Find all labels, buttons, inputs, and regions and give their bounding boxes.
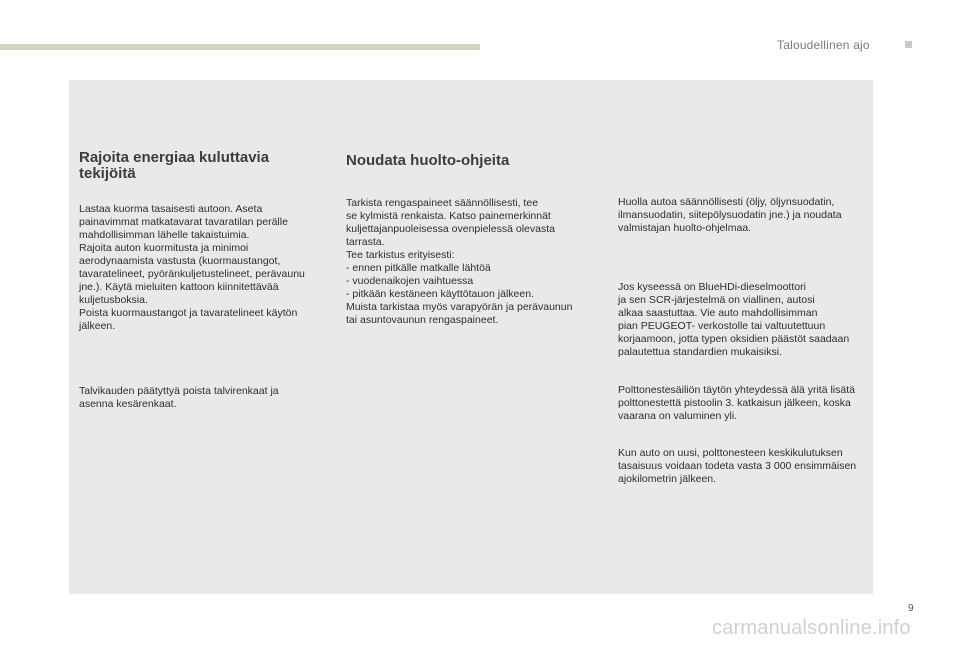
page-number: 9 bbox=[908, 603, 914, 614]
paragraph-fuel-filling: Polttonestesäiliön täytön yhteydessä älä yritä lisätä polttonestettä pistoolin 3. katkaisun jälkeen, koska vaarana on valuminen yli. bbox=[618, 384, 855, 422]
paragraph-service: Huolla autoa säännöllisesti (öljy, öljynsuodatin, ilmansuodatin, siitepölysuodatin jne.) ja noudata valmistajan huolto-ohjelmaa. bbox=[618, 196, 842, 234]
section-title: Taloudellinen ajo bbox=[777, 38, 870, 52]
column-left bbox=[79, 150, 319, 411]
paragraph-winter-tyres: Talvikauden päätyttyä poista talvirenkaat ja asenna kesärenkaat. bbox=[79, 385, 279, 410]
header-rule bbox=[0, 44, 480, 50]
paragraph-tyre-pressure: Tarkista rengaspaineet säännöllisesti, tee se kylmistä renkaista. Katso painemerkinnät kuljettajanpuoleisessa ovenpielessä olevasta tarrasta. Tee tarkistus erityisesti: - ennen pitkälle matkalle lähtöä - vuodenaikojen vaihtuessa - pitkään kestäneen käyttötauon jälkeen. Muista tarkistaa myös varapyörän ja perävaunun tai asuntovaunun rengaspaineet. bbox=[346, 197, 573, 326]
paragraph-bluehdi: Jos kyseessä on BlueHDi-dieselmoottori ja sen SCR-järjestelmä on viallinen, autosi alkaa saastuttaa. Vie auto mahdollisimman pian PEUGEOT- verkostolle tai valtuutettuun korjaamoon, jotta typen oksidien päästöt saadaan palautettua standardien mukaisiksi. bbox=[618, 281, 850, 358]
paragraph-load: Lastaa kuorma tasaisesti autoon. Aseta painavimmat matkatavarat tavaratilan perälle mahdollisimman lähelle takaistuimia. Rajoita auton kuormitusta ja minimoi aerodynaamista vastusta (kuormaustangot, tavaratelineet, pyöränkuljetustelineet, perävaunu jne.). Käytä mieluiten kattoon kiinnitettävää kuljetusboksia. Poista kuormaustangot ja tavaratelineet käytön jälkeen. bbox=[79, 203, 305, 332]
heading-limit-energy: Rajoita energiaa kuluttavia tekijöitä bbox=[79, 149, 270, 182]
paragraph-new-car: Kun auto on uusi, polttonesteen keskikulutuksen tasaisuus voidaan todeta vasta 3 000 ensimmäisen ajokilometrin jälkeen. bbox=[618, 447, 857, 485]
column-right bbox=[618, 196, 868, 486]
heading-maintenance: Noudata huolto-ohjeita bbox=[346, 152, 510, 169]
section-marker bbox=[905, 41, 912, 48]
column-middle bbox=[346, 150, 586, 327]
watermark: carmanualsonline.info bbox=[712, 617, 911, 639]
